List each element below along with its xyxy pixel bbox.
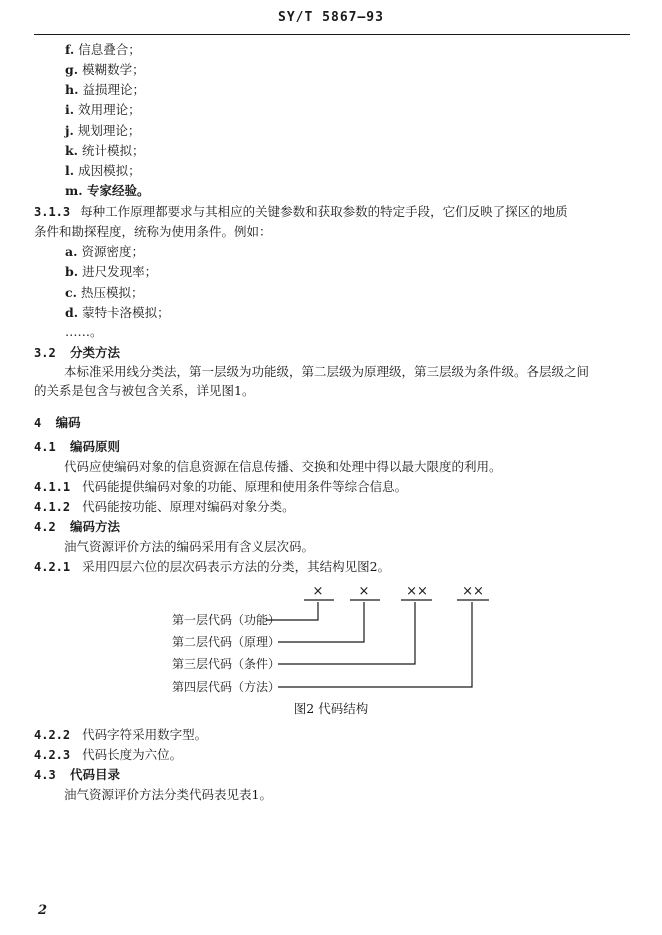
list-item: g. 模糊数学；	[65, 62, 145, 77]
page-number: 2	[38, 903, 48, 918]
section-3-1-3: 3.1.3 每种工作原理都要求与其相应的关键参数和获取参数的特定手段，它们反映了探区的地质	[34, 204, 568, 219]
list-item: b. 进尺发现率；	[65, 264, 158, 279]
code-mark-1: ×	[312, 584, 324, 599]
code-mark-3: ××	[406, 584, 428, 599]
list-item: d. 蒙特卡洛模拟；	[65, 305, 170, 320]
list-item: i. 效用理论；	[65, 102, 141, 117]
connector-3	[278, 602, 415, 664]
figure-caption: 图2 代码结构	[293, 701, 369, 716]
section-4-2-2: 4.2.2 代码字符采用数字型。	[34, 727, 208, 742]
section-4-2-3: 4.2.3 代码长度为六位。	[34, 747, 183, 762]
paragraph-line: 油气资源评价方法分类代码表见表1。	[64, 787, 272, 802]
connector-4	[278, 602, 472, 687]
connector-2	[278, 602, 364, 642]
paragraph-line: 本标准采用线分类法，第一层级为功能级，第二层级为原理级，第三层级为条件级。各层级之间	[64, 364, 590, 379]
layer-label-3: 第三层代码（条件）	[172, 657, 281, 671]
paragraph-line: 的关系是包含与被包含关系，详见图1。	[34, 383, 255, 398]
paragraph-line: 代码应使编码对象的信息资源在信息传播、交换和处理中得以最大限度的利用。	[64, 459, 502, 474]
section-4-3-heading: 4.3 代码目录	[34, 767, 121, 782]
layer-label-1: 第一层代码（功能）	[172, 613, 281, 627]
list-item: l. 成因模拟；	[65, 163, 141, 178]
code-mark-2: ×	[358, 584, 370, 599]
list-item: j. 规划理论；	[65, 123, 141, 138]
section-4-1-heading: 4.1 编码原则	[34, 439, 121, 454]
section-4-2-1: 4.2.1 采用四层六位的层次码表示方法的分类，其结构见图2。	[34, 559, 391, 574]
section-3-2-heading: 3.2 分类方法	[34, 345, 121, 360]
layer-label-2: 第二层代码（原理）	[172, 635, 281, 649]
list-item: c. 热压模拟；	[65, 285, 144, 300]
list-item: m. 专家经验。	[65, 183, 150, 198]
section-4-2-heading: 4.2 编码方法	[34, 519, 121, 534]
list-item: k. 统计模拟；	[65, 143, 145, 158]
ellipsis: ……。	[65, 324, 103, 339]
list-item: f. 信息叠合；	[65, 42, 141, 57]
layer-label-4: 第四层代码（方法）	[172, 680, 281, 694]
list-item: a. 资源密度；	[65, 244, 144, 259]
code-mark-4: ××	[462, 584, 484, 599]
section-4-1-1: 4.1.1 代码能提供编码对象的功能、原理和使用条件等综合信息。	[34, 479, 408, 494]
section-4-1-2: 4.1.2 代码能按功能、原理对编码对象分类。	[34, 499, 295, 514]
paragraph-line: 条件和勘探程度，统称为使用条件。例如：	[34, 224, 272, 239]
section-4-heading: 4 编码	[34, 415, 81, 430]
list-item: h. 益损理论；	[65, 82, 145, 97]
paragraph-line: 油气资源评价方法的编码采用有含义层次码。	[64, 539, 315, 554]
page-header: SY/T 5867—93	[278, 10, 384, 25]
